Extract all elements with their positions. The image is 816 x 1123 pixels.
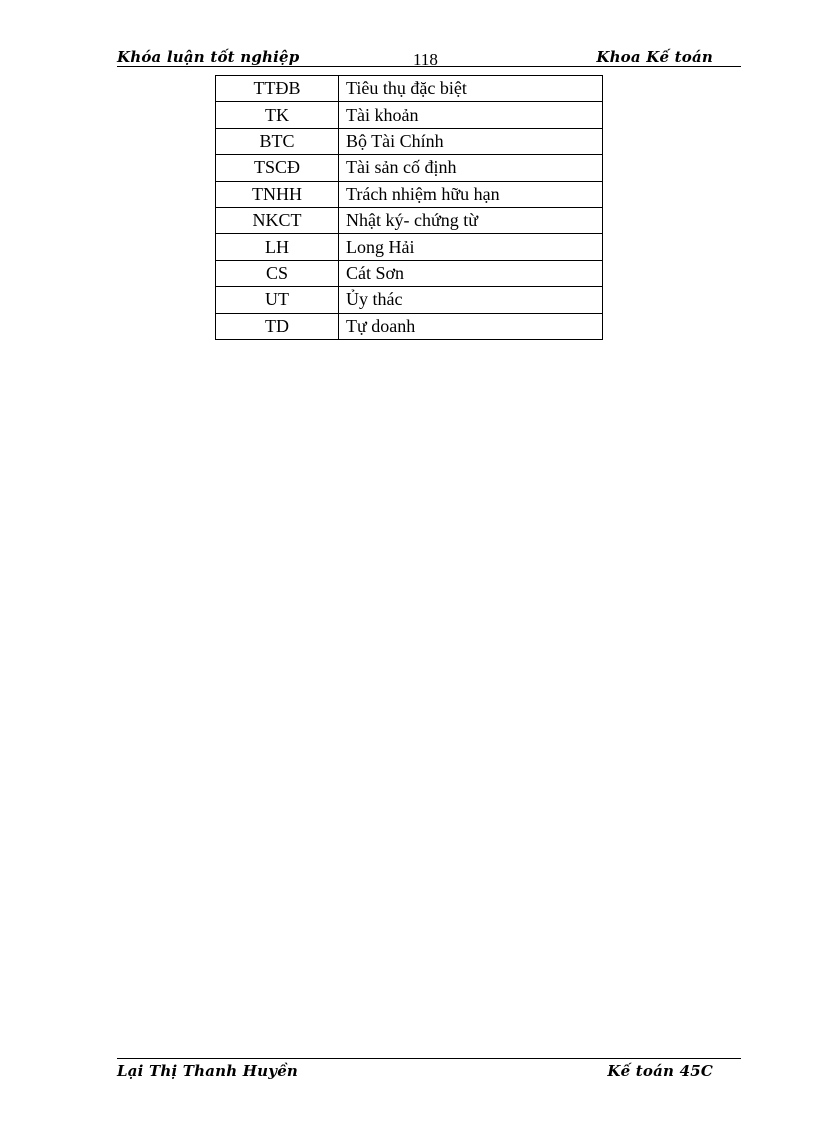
abbreviation-code: LH [216, 234, 339, 260]
abbreviation-meaning: Ủy thác [339, 287, 603, 313]
abbreviation-meaning: Long Hải [339, 234, 603, 260]
page-header [117, 46, 741, 67]
table-row [216, 102, 603, 128]
abbreviation-meaning: Tài khoản [339, 102, 603, 128]
table-row [216, 181, 603, 207]
abbreviation-code: TK [216, 102, 339, 128]
page-footer [117, 1058, 741, 1079]
abbreviation-meaning: Trách nhiệm hữu hạn [339, 181, 603, 207]
table-row [216, 260, 603, 286]
table-row [216, 128, 603, 154]
abbreviation-table [215, 75, 603, 340]
table-row [216, 207, 603, 233]
abbreviation-code: TNHH [216, 181, 339, 207]
abbreviation-code: TTĐB [216, 76, 339, 102]
abbreviation-code: CS [216, 260, 339, 286]
table-row [216, 313, 603, 339]
abbreviation-meaning: Tài sản cố định [339, 155, 603, 181]
abbreviation-meaning: Nhật ký- chứng từ [339, 207, 603, 233]
table-row [216, 155, 603, 181]
table-row [216, 76, 603, 102]
table-row [216, 234, 603, 260]
abbreviation-meaning: Cát Sơn [339, 260, 603, 286]
footer-author: Lại Thị Thanh Huyền [117, 1062, 299, 1080]
footer-class: Kế toán 45C [607, 1062, 713, 1080]
header-thesis-title: Khóa luận tốt nghiệp [117, 48, 300, 66]
abbreviation-code: TSCĐ [216, 155, 339, 181]
abbreviation-code: TD [216, 313, 339, 339]
header-faculty: Khoa Kế toán [596, 48, 713, 66]
abbreviation-code: BTC [216, 128, 339, 154]
abbreviation-meaning: Tiêu thụ đặc biệt [339, 76, 603, 102]
abbreviation-meaning: Bộ Tài Chính [339, 128, 603, 154]
table-row [216, 287, 603, 313]
abbreviation-code: NKCT [216, 207, 339, 233]
abbreviation-code: UT [216, 287, 339, 313]
page-number: 118 [413, 50, 438, 69]
abbreviation-meaning: Tự doanh [339, 313, 603, 339]
